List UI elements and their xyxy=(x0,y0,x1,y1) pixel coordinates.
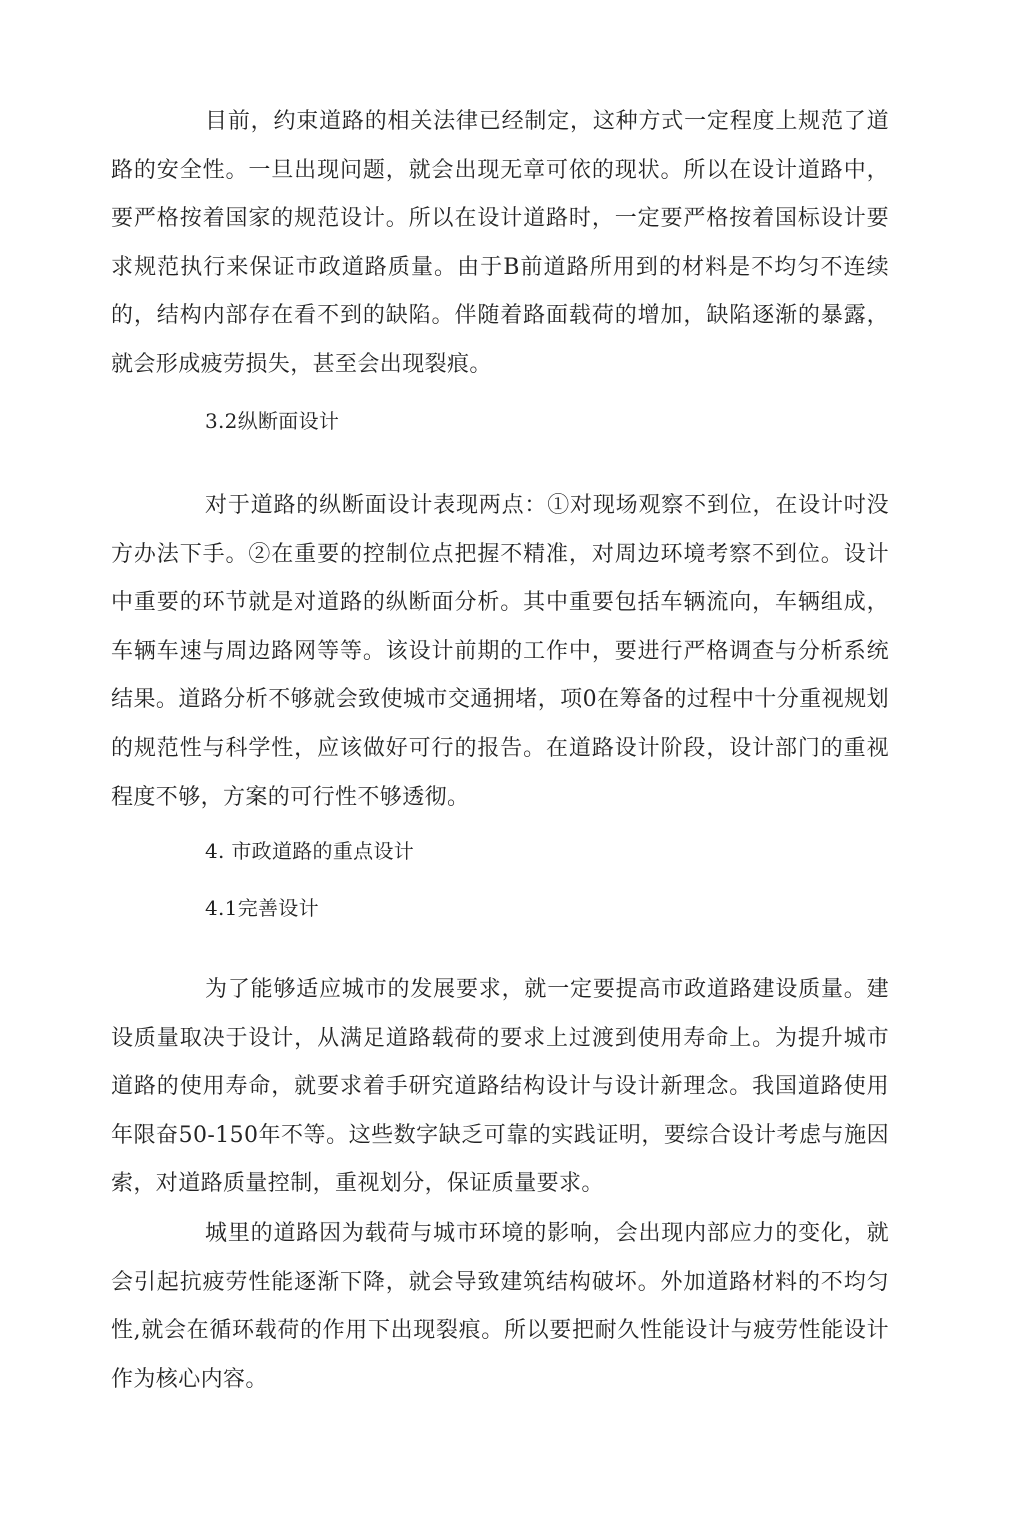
paragraph-improve-design: 为了能够适应城市的发展要求，就一定要提高市政道路建设质量。建设质量取决于设计，从满足道路载荷的要求上过渡到使用寿命上。为提升城市道路的使用寿命，就要求着手研究道路结构设计与设计新理念。我国道路使用年限奋50-150年不等。这些数字缺乏可靠的实践证明，要综合设计考虑与施因索，对道路质量控制，重视划分，保证质量要求。 xyxy=(111,977,889,1197)
section-heading-4-1: 4.1完善设计 xyxy=(205,896,319,920)
paragraph-durability-fatigue: 城里的道路因为载荷与城市环境的影响，会出现内部应力的变化，就会引起抗疲劳性能逐渐下降，就会导致建筑结构破坏。外加道路材料的不均匀性,就会在循环载荷的作用下出现裂痕。所以要把耐久性能设计与疲劳性能设计作为核心内容。 xyxy=(111,1221,889,1392)
section-heading-4: 4. 市政道路的重点设计 xyxy=(205,839,415,863)
paragraph-profile-design: 对于道路的纵断面设计表现两点：①对现场观察不到位，在设计吋没方办法下手。②在重要的控制位点把握不精准，对周边环境考察不到位。设计中重要的环节就是对道路的纵断面分析。其中重要包括车辆流向，车辆组成，车辆车速与周边路网等等。该设计前期的工作中，要进行严格调查与分析系统结果。道路分析不够就会致使城市交通拥堵，项0在筹备的过程中十分重视规划的规范性与科学性，应该做好可行的报告。在道路设计阶段，设计部门的重视程度不够，方案的可行性不够透彻。 xyxy=(111,493,889,810)
paragraph-legal-standards: 目前，约束道路的相关法律已经制定，这种方式一定程度上规范了道路的安全性。一旦出现问题，就会出现无章可依的现状。所以在设计道路中，要严格按着国家的规范设计。所以在设计道路时，一定要严格按着国标设计要求规范执行来保证市政道路质量。由于B前道路所用到的材料是不均匀不连续的，结构内部存在看不到的缺陷。伴随着路面载荷的增加，缺陷逐渐的暴露，就会形成疲劳损失，甚至会出现裂痕。 xyxy=(111,109,889,377)
section-heading-3-2: 3.2纵断面设计 xyxy=(205,409,340,433)
